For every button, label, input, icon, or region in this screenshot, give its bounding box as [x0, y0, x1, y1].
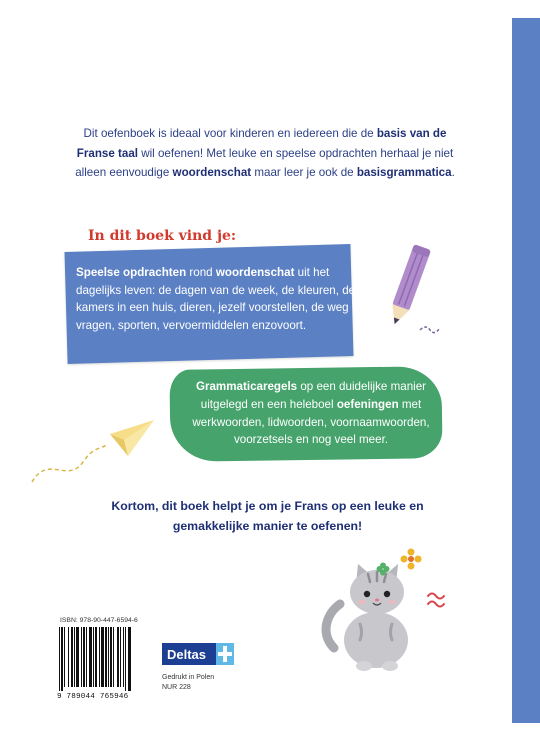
intro-bold-3: basisgrammatica [356, 166, 452, 179]
intro-text-4: . [451, 166, 455, 179]
grammar-text-2: met werkwoorden, lidwoorden, voornaamwoorden, voorzetsels en nog veel meer. [192, 397, 430, 447]
barcode-bar [89, 627, 92, 687]
barcode [58, 627, 156, 691]
vocab-bold-1: Speelse opdrachten [76, 266, 187, 279]
barcode-bar [61, 627, 63, 691]
barcode-bar [93, 627, 94, 687]
barcode-bar [71, 627, 73, 687]
imprint-info [162, 673, 214, 692]
barcode-bar [113, 627, 114, 687]
barcode-bar [86, 627, 87, 687]
barcode-bar [64, 627, 65, 687]
vocab-bold-2: woordenschat [215, 266, 295, 279]
book-spine-stripe [512, 18, 540, 723]
closing-statement: Kortom, dit boek helpt je om je Frans op een leuke en gemakkelijke manier te oefenen! [111, 499, 424, 533]
vocab-text-2: uit het dagelijks leven: de dagen van de week, de kleuren, de kamers in een huis, dieren, jezelf voorstellen, de weg vragen, sporten, vervoermiddelen enzovoort. [76, 266, 356, 332]
barcode-digits: 9 789044 765946 [57, 693, 129, 701]
intro-text-3: maar leer je ook de [251, 166, 357, 179]
pencil-icon [376, 240, 446, 350]
barcode-bar [123, 627, 124, 687]
clover-icon [376, 562, 390, 576]
barcode-bar [83, 627, 85, 687]
barcode-bar [105, 627, 107, 687]
intro-text-2: wil oefenen! Met leuke en speelse opdrachten herhaal je niet alleen eenvoudige [75, 146, 454, 179]
vocab-box-text [76, 264, 356, 334]
barcode-bar [95, 627, 97, 687]
nur-code: NUR 228 [162, 683, 191, 691]
grammar-text-1: op een duidelijke manier uitgelegd en een heleboel [200, 380, 427, 411]
grammar-bold-1: Grammaticaregels [195, 380, 298, 393]
isbn-label: ISBN: 978-90-447-6594-6 [60, 617, 138, 624]
barcode-bar [125, 627, 126, 691]
barcode-bar [81, 627, 82, 687]
grammar-box-text [182, 378, 440, 449]
barcode-bar [128, 627, 131, 691]
printed-in-label: Gedrukt in Polen [162, 674, 215, 681]
publisher-logo-text: Deltas [167, 646, 207, 662]
grammar-bold-2: oefeningen [336, 397, 399, 411]
paper-plane-icon [28, 414, 158, 486]
barcode-bar [99, 627, 100, 687]
intro-bold-2: woordenschat [172, 166, 252, 179]
flower-icon [400, 548, 422, 570]
barcode-bar [120, 627, 121, 687]
squiggle-icon [426, 590, 448, 612]
intro-text-1: Dit oefenboek is ideaal voor kinderen en iedereen die de [83, 127, 374, 140]
barcode-bar [110, 627, 112, 687]
barcode-bar [108, 627, 109, 687]
barcode-bar [59, 627, 60, 691]
vocab-text-1: rond [186, 266, 216, 279]
section-heading: In dit boek vind je: [88, 228, 237, 244]
barcode-bar [68, 627, 69, 687]
publisher-logo-mark-icon [216, 643, 234, 665]
barcode-bar [74, 627, 75, 687]
intro-bold-1: basis van de Franse taal [76, 127, 447, 160]
barcode-bar [117, 627, 119, 687]
barcode-bar [101, 627, 104, 687]
intro-paragraph [72, 124, 458, 183]
publisher-logo [162, 643, 234, 665]
barcode-bar [76, 627, 79, 687]
